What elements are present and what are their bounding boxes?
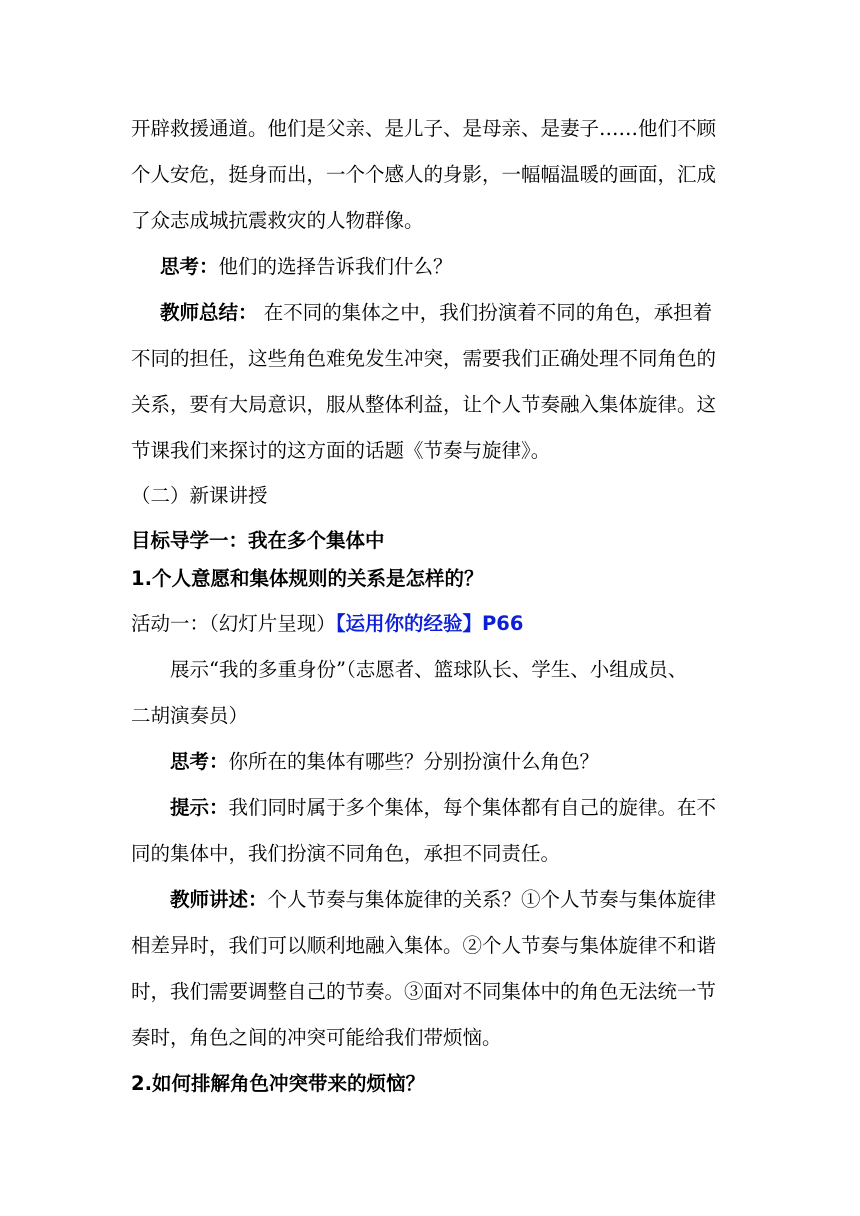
think-1-text: 他们的选择告诉我们什么？ — [218, 255, 453, 278]
think-1-label: 思考： — [160, 255, 219, 278]
section-new-lesson: （二）新课讲授 — [131, 484, 268, 507]
think-2 — [170, 748, 770, 776]
question-heading-2: 2.如何排解角色冲突带来的烦恼？ — [131, 1072, 425, 1095]
hint-line-2: 同的集体中，我们扮演不同角色，承担不同责任。 — [131, 842, 561, 865]
teacher-explain-label: 教师讲述： — [170, 888, 268, 911]
teacher-summary-text-1: 在不同的集体之中，我们扮演着不同的角色，承担着 — [257, 301, 713, 324]
think-2-text: 你所在的集体有哪些？分别扮演什么角色？ — [228, 750, 600, 773]
think-1 — [160, 253, 760, 281]
activity-1 — [131, 610, 731, 638]
teacher-explain-line-1 — [170, 886, 770, 914]
intro-line-2: 个人安危，挺身而出，一个个感人的身影，一幅幅温暖的画面，汇成 — [131, 163, 717, 186]
hint-text-1: 我们同时属于多个集体，每个集体都有自己的旋律。在不 — [228, 796, 717, 819]
teacher-summary-line-3: 关系，要有大局意识，服从整体利益，让个人节奏融入集体旋律。这 — [131, 393, 717, 416]
goal-heading-1: 目标导学一：我在多个集体中 — [131, 529, 385, 552]
hint-label: 提示： — [170, 796, 229, 819]
teacher-summary-line-1 — [160, 299, 760, 327]
teacher-explain-line-2: 相差异时，我们可以顺利地融入集体。②个人节奏与集体旋律不和谐 — [131, 934, 717, 957]
activity-1-prefix: 活动一：（幻灯片呈现） — [131, 612, 336, 635]
teacher-explain-line-3: 时，我们需要调整自己的节奏。③面对不同集体中的角色无法统一节 — [131, 980, 717, 1003]
teacher-summary-line-2: 不同的担任，这些角色难免发生冲突，需要我们正确处理不同角色的 — [131, 347, 717, 370]
show-line-2: 二胡演奏员） — [131, 704, 249, 727]
intro-line-3: 了众志成城抗震救灾的人物群像。 — [131, 209, 424, 232]
teacher-summary-label: 教师总结： — [160, 301, 258, 324]
teacher-summary-line-4: 节课我们来探讨的这方面的话题《节奏与旋律》。 — [131, 439, 551, 462]
activity-1-highlight: 【运用你的经验】P66 — [335, 612, 524, 635]
question-heading-1: 1.个人意愿和集体规则的关系是怎样的？ — [131, 567, 484, 590]
teacher-explain-text-1: 个人节奏与集体旋律的关系？①个人节奏与集体旋律 — [267, 888, 717, 911]
show-line-1: 展示“我的多重身份”（志愿者、篮球队长、学生、小组成员、 — [170, 658, 688, 681]
hint-line-1 — [170, 794, 770, 822]
teacher-explain-line-4: 奏时，角色之间的冲突可能给我们带烦恼。 — [131, 1026, 502, 1049]
think-2-label: 思考： — [170, 750, 229, 773]
intro-line-1: 开辟救援通道。他们是父亲、是儿子、是母亲、是妻子……他们不顾 — [131, 117, 717, 140]
